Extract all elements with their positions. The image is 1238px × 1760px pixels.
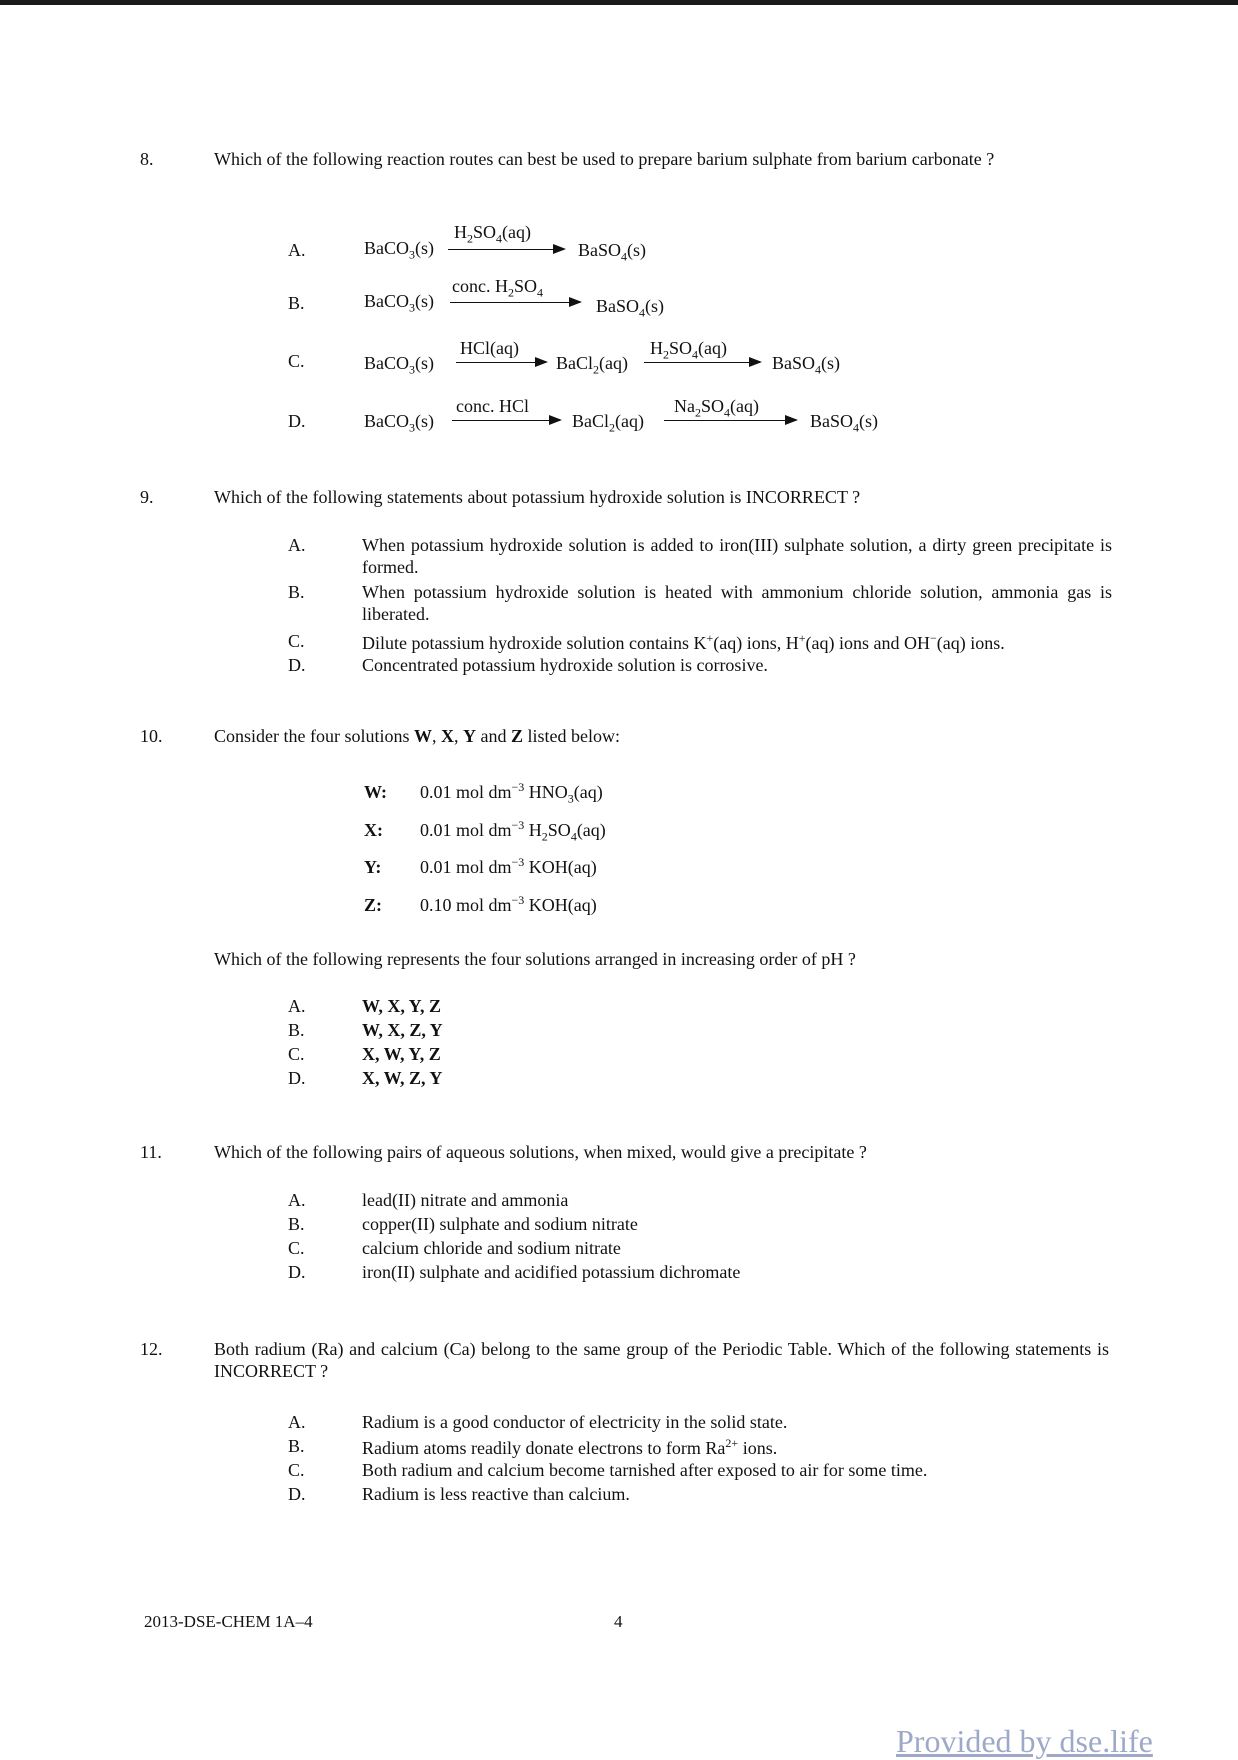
q12-option-d-text: Radium is less reactive than calcium.: [362, 1484, 630, 1504]
q8-a-end: BaSO$_4$(s): [578, 240, 647, 264]
q10-solution-x-label: X:: [364, 820, 383, 840]
q8-d-arrow-1: [452, 420, 560, 421]
q12-option-b-letter: B.: [288, 1436, 305, 1456]
q10-question: Which of the following represents the four solutions arranged in increasing order of pH ?: [214, 949, 856, 969]
question-11-number: 11.: [140, 1142, 162, 1162]
q11-option-b-letter: B.: [288, 1214, 305, 1234]
q9-option-a-letter: A.: [288, 535, 306, 555]
q8-d-start: BaCO$_3$(s): [364, 411, 434, 435]
q9-option-a-text: When potassium hydroxide solution is added to iron(III) sulphate solution, a dirty green precipitate is formed.: [362, 535, 1112, 577]
q10-option-a-letter: A.: [288, 996, 306, 1016]
q11-option-c-text: calcium chloride and sodium nitrate: [362, 1238, 621, 1258]
q8-c-arrow-1: [456, 362, 546, 363]
q11-option-d-text: iron(II) sulphate and acidified potassium dichromate: [362, 1262, 741, 1282]
question-9-text: Which of the following statements about potassium hydroxide solution is INCORRECT ?: [214, 487, 861, 507]
q8-a-arrow: [448, 249, 564, 250]
q8-d-reagent-2: $Na_2SO_4(aq)$: [674, 396, 759, 420]
q8-c-reagent-2: $H_2SO_4(aq)$: [650, 338, 727, 362]
q10-option-c-text: X, W, Y, Z: [362, 1044, 441, 1064]
q11-option-d-letter: D.: [288, 1262, 306, 1282]
q8-a-reagent: $H_2SO_4(aq)$: [454, 222, 531, 246]
q10-solution-y-label: Y:: [364, 857, 382, 877]
q8-option-d-letter: D.: [288, 411, 306, 431]
exam-paper-code: 2013-DSE-CHEM 1A–4: [144, 1612, 313, 1631]
q12-option-c-text: Both radium and calcium become tarnished after exposed to air for some time.: [362, 1460, 928, 1480]
q8-d-reagent: conc. HCl: [456, 396, 529, 416]
q9-option-d-letter: D.: [288, 655, 306, 675]
q10-solution-z-label: Z:: [364, 895, 382, 915]
q12-option-a-text: Radium is a good conductor of electricity in the solid state.: [362, 1412, 788, 1432]
q11-option-a-text: lead(II) nitrate and ammonia: [362, 1190, 569, 1210]
q8-c-reagent: HCl(aq): [460, 338, 519, 358]
question-10-number: 10.: [140, 726, 163, 746]
q12-option-b-text: Radium atoms readily donate electrons to form $Ra^{2+}$ ions.: [362, 1436, 778, 1458]
question-11-text: Which of the following pairs of aqueous solutions, when mixed, would give a precipitate ?: [214, 1142, 867, 1162]
q8-d-end: BaSO$_4$(s): [810, 411, 879, 435]
page-number: 4: [614, 1612, 623, 1631]
q10-option-b-text: W, X, Z, Y: [362, 1020, 443, 1040]
q10-solution-x: 0.01 mol $dm^{-3}$ $H_2SO_4(aq)$: [420, 818, 606, 844]
q10-solution-w: 0.01 mol $dm^{-3}$ $HNO_3(aq)$: [420, 780, 603, 806]
q10-solution-z: 0.10 mol $dm^{-3}$ KOH(aq): [420, 893, 597, 915]
q9-option-d-text: Concentrated potassium hydroxide solution is corrosive.: [362, 655, 768, 675]
q12-option-c-letter: C.: [288, 1460, 305, 1480]
q8-b-reagent: conc. $H_2SO_4$: [452, 276, 543, 300]
q10-solution-w-label: W:: [364, 782, 388, 802]
q8-d-arrow-2: [664, 420, 796, 421]
q8-b-start: BaCO$_3$(s): [364, 291, 434, 315]
watermark-link[interactable]: Provided by dse.life: [896, 1723, 1153, 1759]
question-9-number: 9.: [140, 487, 154, 507]
q10-solution-y: 0.01 mol $dm^{-3}$ KOH(aq): [420, 855, 597, 877]
question-8-text: Which of the following reaction routes can best be used to prepare barium sulphate from barium carbonate ?: [214, 149, 995, 169]
question-12-text: Both radium (Ra) and calcium (Ca) belong to the same group of the Periodic Table. Which of the following statements is INCORRECT ?: [214, 1339, 1109, 1381]
q10-option-d-text: X, W, Z, Y: [362, 1068, 443, 1088]
q11-option-a-letter: A.: [288, 1190, 306, 1210]
q12-option-d-letter: D.: [288, 1484, 306, 1504]
q8-option-c-letter: C.: [288, 351, 305, 371]
q11-option-b-text: copper(II) sulphate and sodium nitrate: [362, 1214, 638, 1234]
question-12-number: 12.: [140, 1339, 163, 1359]
q8-d-mid: BaCl$_2$(aq): [572, 411, 644, 435]
q12-option-a-letter: A.: [288, 1412, 306, 1432]
q10-option-a-text: W, X, Y, Z: [362, 996, 442, 1016]
q8-option-a-letter: A.: [288, 240, 306, 260]
q9-option-b-letter: B.: [288, 582, 305, 602]
q8-b-arrow: [450, 302, 580, 303]
q10-option-b-letter: B.: [288, 1020, 305, 1040]
q10-option-c-letter: C.: [288, 1044, 305, 1064]
q8-b-end: BaSO$_4$(s): [596, 296, 665, 320]
question-8-number: 8.: [140, 149, 154, 169]
q8-c-arrow-2: [644, 362, 760, 363]
q8-c-start: BaCO$_3$(s): [364, 353, 434, 377]
page-top-border: [0, 0, 1238, 5]
q10-option-d-letter: D.: [288, 1068, 306, 1088]
q11-option-c-letter: C.: [288, 1238, 305, 1258]
q8-c-end: BaSO$_4$(s): [772, 353, 841, 377]
q9-option-c-letter: C.: [288, 631, 305, 651]
q9-option-c-text: Dilute potassium hydroxide solution contains K+(aq) ions, H+(aq) ions and OH−(aq) ions.: [362, 631, 1005, 653]
q8-c-mid: BaCl$_2$(aq): [556, 353, 628, 377]
q8-option-b-letter: B.: [288, 293, 305, 313]
question-10-text: Consider the four solutions W, X, Y and Z listed below:: [214, 726, 621, 746]
q9-option-b-text: When potassium hydroxide solution is heated with ammonium chloride solution, ammonia gas is liberated.: [362, 582, 1112, 624]
q8-a-start: BaCO$_3$(s): [364, 238, 434, 262]
